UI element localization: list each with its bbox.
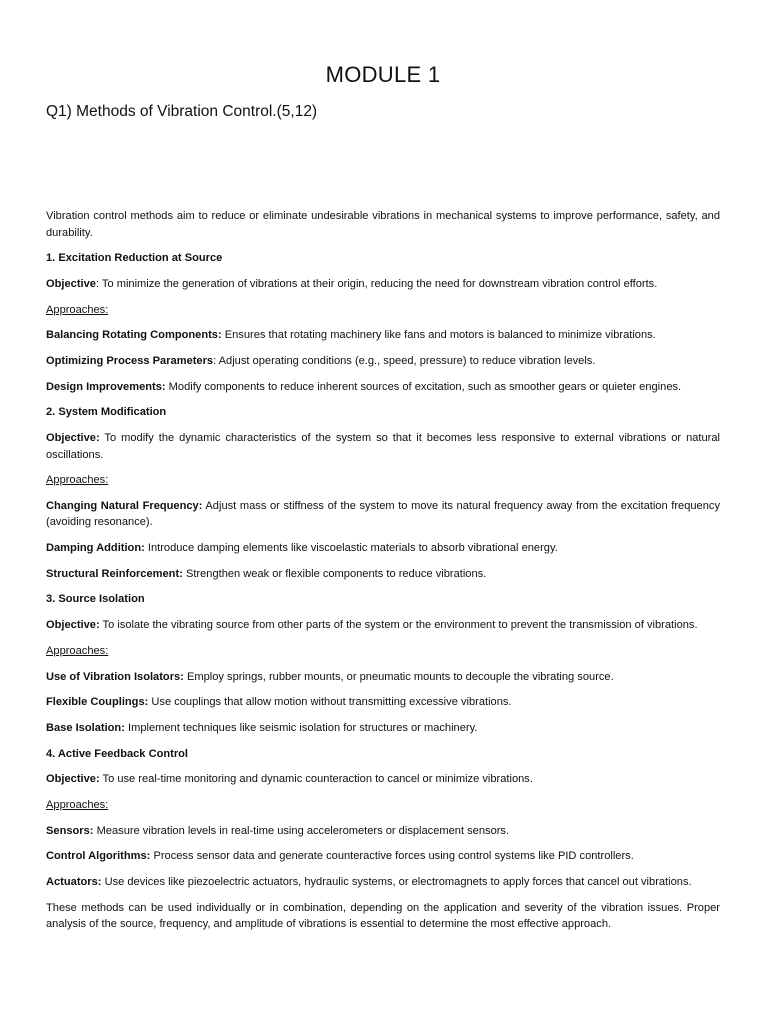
approach-item bbox=[46, 379, 720, 396]
approach-text: : Adjust operating conditions (e.g., speed, pressure) to reduce vibration levels. bbox=[213, 354, 596, 367]
objective-text: To use real-time monitoring and dynamic counteraction to cancel or minimize vibrations. bbox=[99, 773, 533, 786]
approach-label: Sensors: bbox=[46, 824, 94, 837]
conclusion-paragraph: These methods can be used individually or in combination, depending on the application and severity of the vibration issues. Proper analysis of the source, frequency, and amplitude of vibrations is essential to determine the most effective approach. bbox=[46, 901, 720, 931]
objective-text: To modify the dynamic characteristics of the system so that it becomes less responsive to external vibrations or natural oscillations. bbox=[46, 432, 720, 461]
objective-label: Objective: bbox=[46, 619, 100, 632]
approach-text: Ensures that rotating machinery like fans and motors is balanced to minimize vibrations. bbox=[221, 329, 656, 342]
objective-paragraph bbox=[46, 430, 720, 463]
approach-text: Strengthen weak or flexible components to reduce vibrations. bbox=[182, 567, 487, 580]
approach-item bbox=[46, 669, 720, 686]
approach-label: Optimizing Process Parameters bbox=[46, 354, 214, 367]
approach-label: Flexible Couplings: bbox=[46, 696, 149, 709]
approaches-label: Approaches: bbox=[46, 644, 109, 657]
objective-paragraph bbox=[46, 276, 720, 293]
approach-item bbox=[46, 694, 720, 711]
approach-text: Process sensor data and generate counteractive forces using control systems like PID controllers. bbox=[150, 850, 634, 863]
page-title: MODULE 1 bbox=[325, 62, 441, 87]
approach-label: Base Isolation: bbox=[46, 721, 125, 734]
section-heading: 2. System Modification bbox=[46, 406, 167, 419]
approach-item bbox=[46, 566, 720, 583]
approach-item bbox=[46, 540, 720, 557]
approach-label: Control Algorithms: bbox=[46, 850, 151, 863]
intro-paragraph: Vibration control methods aim to reduce or eliminate undesirable vibrations in mechanical systems to improve performance, safety, and durability. bbox=[46, 210, 720, 239]
approaches-label: Approaches: bbox=[46, 303, 109, 316]
approach-text: Modify components to reduce inherent sources of excitation, such as smoother gears or quieter engines. bbox=[165, 380, 682, 393]
approach-label: Actuators: bbox=[46, 876, 102, 888]
question-heading: Q1) Methods of Vibration Control.(5,12) bbox=[46, 103, 318, 120]
objective-label: Objective: bbox=[46, 773, 100, 786]
section-heading: 3. Source Isolation bbox=[46, 593, 145, 606]
approach-text: Use couplings that allow motion without transmitting excessive vibrations. bbox=[148, 696, 512, 709]
approach-label: Use of Vibration Isolators: bbox=[46, 670, 184, 683]
approach-item bbox=[46, 327, 720, 344]
approaches-label: Approaches: bbox=[46, 474, 109, 487]
approach-label: Changing Natural Frequency: bbox=[46, 499, 203, 512]
approach-item bbox=[46, 874, 720, 891]
approach-text: Use devices like piezoelectric actuators, hydraulic systems, or electromagnets to apply forces that cancel out vibrations. bbox=[101, 876, 692, 888]
approach-text: Adjust mass or stiffness of the system to move its natural frequency away from the excitation frequency (avoiding resonance). bbox=[46, 499, 720, 529]
approach-label: Design Improvements: bbox=[46, 380, 166, 393]
objective-paragraph bbox=[46, 771, 720, 788]
objective-label: Objective: bbox=[46, 432, 100, 444]
objective-text: To isolate the vibrating source from other parts of the system or the environment to prevent the transmission of vibrations. bbox=[99, 619, 698, 632]
approaches-label: Approaches: bbox=[46, 798, 109, 811]
approach-text: Employ springs, rubber mounts, or pneumatic mounts to decouple the vibrating source. bbox=[183, 670, 614, 683]
approach-item bbox=[46, 823, 720, 840]
approach-text: Introduce damping elements like viscoelastic materials to absorb vibrational energy. bbox=[144, 542, 558, 555]
approach-label: Structural Reinforcement: bbox=[46, 567, 183, 580]
section-heading: 1. Excitation Reduction at Source bbox=[46, 252, 223, 265]
objective-text: : To minimize the generation of vibrations at their origin, reducing the need for downstream vibration control efforts. bbox=[95, 277, 658, 290]
objective-label: Objective bbox=[46, 277, 96, 290]
section-heading: 4. Active Feedback Control bbox=[46, 747, 188, 760]
document-body bbox=[46, 208, 720, 933]
approach-text: Implement techniques like seismic isolation for structures or machinery. bbox=[124, 721, 478, 734]
approach-item bbox=[46, 848, 720, 865]
approach-item bbox=[46, 498, 720, 531]
approach-label: Balancing Rotating Components: bbox=[46, 329, 222, 342]
approach-text: Measure vibration levels in real-time using accelerometers or displacement sensors. bbox=[93, 824, 510, 837]
approach-label: Damping Addition: bbox=[46, 542, 145, 555]
approach-item bbox=[46, 720, 720, 737]
approach-item bbox=[46, 353, 720, 370]
objective-paragraph bbox=[46, 617, 720, 634]
